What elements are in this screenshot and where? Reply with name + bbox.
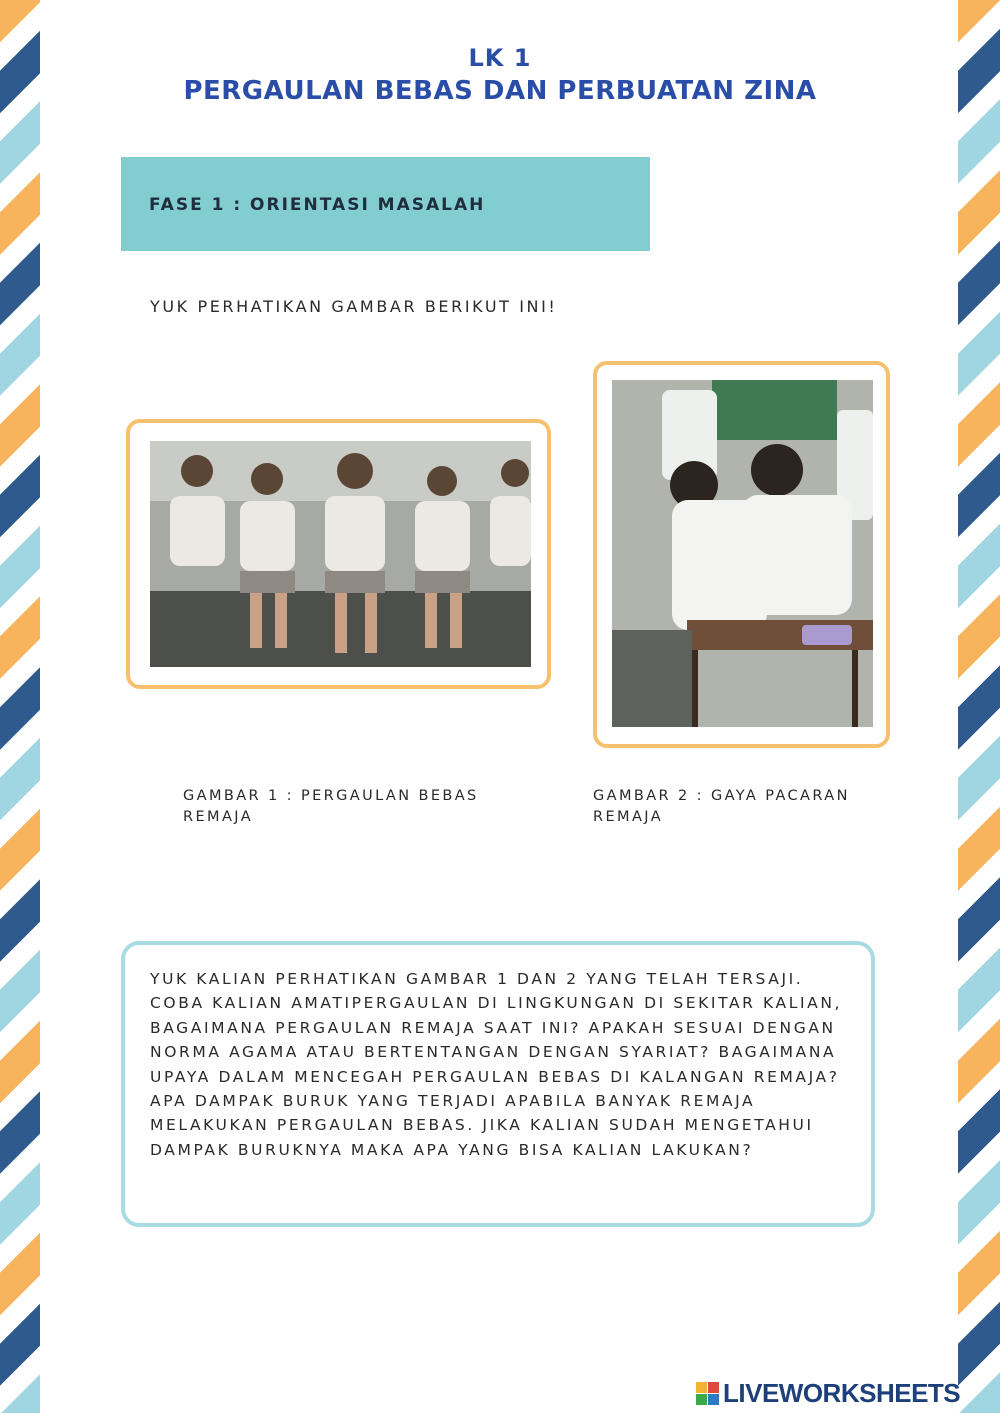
worksheet-number: LK 1 xyxy=(468,44,532,72)
phase-label: FASE 1 : ORIENTASI MASALAH xyxy=(149,195,486,215)
brand-logo-icon xyxy=(696,1382,719,1405)
decorative-stripe-left xyxy=(0,0,40,1413)
image-1-photo xyxy=(150,441,531,667)
question-text: YUK KALIAN PERHATIKAN GAMBAR 1 DAN 2 YANG TELAH TERSAJI. COBA KALIAN AMATIPERGAULAN DI LINGKUNGAN DI SEKITAR KALIAN, BAGAIMANA PERGAULAN REMAJA SAAT INI? APAKAH SESUAI DENGAN NORMA AGAMA ATAU BERTENTANGAN DENGAN SYARIAT? BAGAIMANA UPAYA DALAM MENCEGAH PERGAULAN BEBAS DI KALANGAN REMAJA? APA DAMPAK BURUK YANG TERJADI APABILA BANYAK REMAJA MELAKUKAN PERGAULAN BEBAS. JIKA KALIAN SUDAH MENGETAHUI DAMPAK BURUKNYA MAKA APA YANG BISA KALIAN LAKUKAN? xyxy=(150,970,843,1159)
decorative-stripe-right xyxy=(958,0,1000,1413)
image-1-caption: GAMBAR 1 : PERGAULAN BEBAS REMAJA xyxy=(183,788,479,825)
phase-banner xyxy=(121,157,650,251)
instruction-text: YUK PERHATIKAN GAMBAR BERIKUT INI! xyxy=(150,297,558,316)
image-2-caption: GAMBAR 2 : GAYA PACARAN REMAJA xyxy=(593,788,850,825)
worksheet-title: PERGAULAN BEBAS DAN PERBUATAN ZINA xyxy=(183,76,817,106)
image-2-photo xyxy=(612,380,873,727)
liveworksheets-brand[interactable] xyxy=(696,1377,960,1409)
brand-name: LIVEWORKSHEETS xyxy=(723,1377,961,1408)
